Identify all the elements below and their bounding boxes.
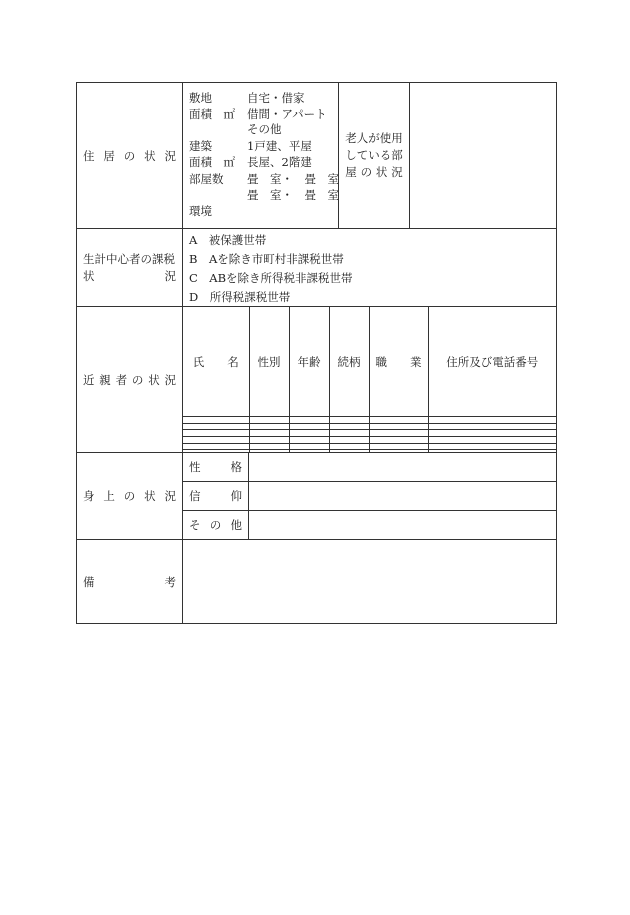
remarks-value[interactable]: [183, 540, 556, 623]
elder-room-value[interactable]: [410, 83, 556, 228]
housing-line: [189, 90, 305, 106]
housing-line-value: 借間・アパート: [247, 107, 327, 121]
relatives-cell[interactable]: [289, 423, 329, 430]
relatives-cell[interactable]: [249, 443, 289, 450]
housing-line: [189, 171, 339, 187]
relatives-cell[interactable]: [183, 436, 249, 443]
relatives-header-row: [183, 307, 556, 417]
relatives-cell[interactable]: [289, 417, 329, 424]
personal-faith-row: [183, 482, 556, 511]
relatives-cell[interactable]: [369, 443, 428, 450]
relatives-cell[interactable]: [183, 423, 249, 430]
relatives-cell[interactable]: [289, 430, 329, 437]
housing-line: [189, 138, 312, 154]
housing-line-value: 自宅・借家: [247, 91, 305, 105]
tax-option-a[interactable]: A 被保護世帯: [189, 233, 267, 247]
relatives-cell[interactable]: [369, 436, 428, 443]
personal-other-label: [183, 511, 249, 539]
tax-label-line: 状 況: [83, 268, 176, 283]
relatives-cell[interactable]: [428, 417, 556, 424]
housing-label: [77, 83, 183, 228]
personal-faith-value[interactable]: [249, 482, 556, 510]
relatives-header-cell: 年齢: [289, 307, 329, 417]
table-row: [183, 423, 556, 430]
table-row: [183, 443, 556, 450]
relatives-cell[interactable]: [329, 417, 369, 424]
relatives-header-cell: 続柄: [329, 307, 369, 417]
personal-trait-row: [183, 453, 556, 482]
relatives-cell[interactable]: [183, 443, 249, 450]
housing-line-key: 建築: [189, 139, 212, 153]
personal-faith-label: [183, 482, 249, 510]
personal-label-text: 身 上 の 状 況: [83, 489, 176, 503]
housing-line: [189, 121, 282, 137]
housing-line-value: 1戸建、平屋: [247, 139, 312, 153]
elder-room-label: [339, 83, 410, 228]
relatives-cell[interactable]: [369, 417, 428, 424]
relatives-cell[interactable]: [428, 423, 556, 430]
housing-details: [183, 83, 339, 228]
personal-trait-text: 性 格: [189, 460, 242, 474]
personal-trait-value[interactable]: [249, 453, 556, 481]
elder-room-label-line: 老人が使用: [345, 131, 403, 145]
relatives-cell[interactable]: [249, 423, 289, 430]
remarks-label: [77, 540, 183, 623]
relatives-cell[interactable]: [289, 443, 329, 450]
form-table: [76, 82, 557, 624]
relatives-header-cell: 氏 名: [183, 307, 249, 417]
personal-other-value[interactable]: [249, 511, 556, 539]
relatives-cell[interactable]: [428, 443, 556, 450]
tax-option-c[interactable]: C ABを除き所得税非課税世帯: [189, 271, 353, 285]
housing-line-key: 面積 ㎡: [189, 155, 235, 169]
relatives-cell[interactable]: [428, 436, 556, 443]
relatives-cell[interactable]: [329, 423, 369, 430]
housing-line-value: その他: [247, 122, 282, 136]
housing-line-value: 畳 室・ 畳 室: [247, 172, 339, 186]
housing-line-key: 環境: [189, 204, 212, 218]
relatives-cell[interactable]: [329, 443, 369, 450]
relatives-cell[interactable]: [183, 430, 249, 437]
housing-line-key: 面積 ㎡: [189, 107, 235, 121]
relatives-cell[interactable]: [183, 417, 249, 424]
elder-room-label-line: 屋 の 状 況: [345, 165, 403, 179]
tax-row: [77, 229, 556, 307]
relatives-cell[interactable]: [249, 430, 289, 437]
personal-trait-label: [183, 453, 249, 481]
tax-options: [183, 229, 556, 306]
tax-option-b[interactable]: B Aを除き市町村非課税世帯: [189, 252, 344, 266]
housing-line: [189, 106, 327, 122]
personal-faith-text: 信 仰: [189, 489, 242, 503]
relatives-cell[interactable]: [249, 436, 289, 443]
relatives-row: [77, 307, 556, 453]
relatives-label: [77, 307, 183, 452]
remarks-label-text: 備 考: [83, 574, 176, 589]
housing-row: [77, 83, 556, 229]
remarks-row: [77, 540, 556, 623]
relatives-header-cell: 性別: [249, 307, 289, 417]
housing-line: [189, 203, 247, 219]
tax-label-line: 生計中心者の課税: [83, 251, 175, 266]
housing-line-value: 長屋、2階建: [247, 155, 312, 169]
relatives-cell[interactable]: [329, 436, 369, 443]
housing-line: [189, 154, 312, 170]
table-row: [183, 417, 556, 424]
elder-room-label-line: している部: [345, 148, 403, 162]
personal-other-text: そ の 他: [189, 518, 242, 532]
personal-label: [77, 453, 183, 539]
table-row: [183, 430, 556, 437]
relatives-cell[interactable]: [369, 423, 428, 430]
relatives-cell[interactable]: [289, 436, 329, 443]
relatives-cell[interactable]: [329, 430, 369, 437]
personal-other-row: [183, 511, 556, 539]
relatives-cell[interactable]: [428, 430, 556, 437]
tax-option-d[interactable]: D 所得税課税世帯: [189, 290, 291, 304]
housing-line-value: 畳 室・ 畳 室: [247, 188, 339, 202]
relatives-table: [183, 307, 556, 453]
relatives-label-text: 近 親 者 の 状 況: [83, 372, 176, 387]
personal-row: [77, 453, 556, 540]
relatives-header-cell: 職 業: [369, 307, 428, 417]
relatives-header-cell: 住所及び電話番号: [428, 307, 556, 417]
housing-label-text: 住 居 の 状 況: [83, 148, 176, 163]
housing-line-key: 敷地: [189, 91, 212, 105]
tax-label: [77, 229, 183, 306]
relatives-cell[interactable]: [369, 430, 428, 437]
relatives-cell[interactable]: [249, 417, 289, 424]
table-row: [183, 436, 556, 443]
housing-line: [189, 187, 339, 203]
housing-line-key: 部屋数: [189, 172, 224, 186]
